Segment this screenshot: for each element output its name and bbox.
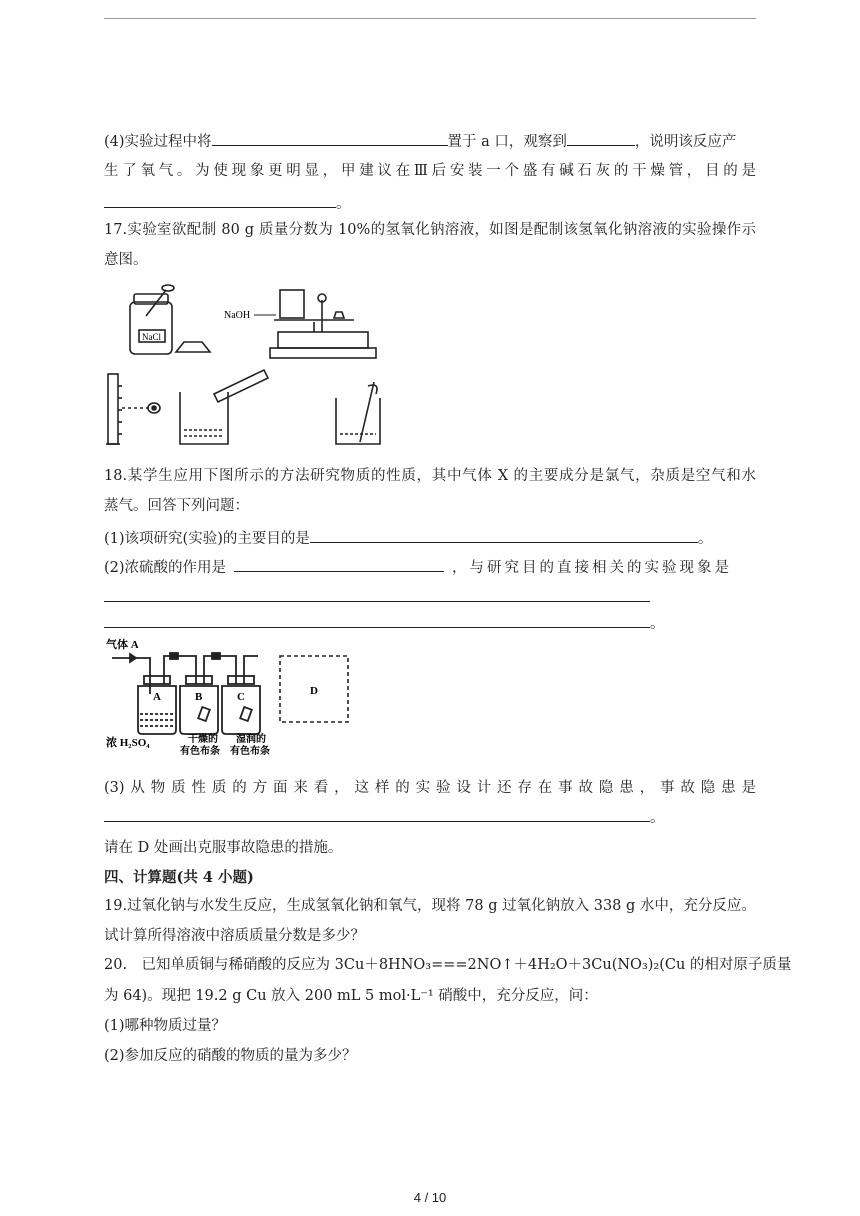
stopper-icon	[176, 342, 210, 352]
header-rule	[104, 18, 756, 19]
q17-line1: 17.实验室欲配制 80 g 质量分数为 10%的氢氧化钠溶液，如图是配制该氢氧化钠溶液的实验操作示	[104, 222, 756, 238]
q18-p2-text-a: (2)浓硫酸的作用是	[104, 560, 227, 576]
q18-p3-end: 。	[650, 810, 665, 826]
q18-p2-line2	[104, 586, 756, 608]
gas-label: 气体 A	[106, 639, 139, 651]
beaker-pour-icon	[180, 370, 268, 444]
q20-p2: (2)参加反应的硝酸的物质的量为多少？	[104, 1048, 357, 1064]
q16-p4-text-a: (4)实验过程中将	[104, 134, 212, 150]
q19-line2: 试计算所得溶液中溶质质量分数是多少？	[104, 928, 365, 944]
q18-p2	[104, 556, 756, 578]
page-number: 4 / 10	[413, 1190, 447, 1205]
q19-line1: 19.过氧化钠与水发生反应，生成氢氧化钠和氧气，现将 78 g 过氧化钠放入 338 g 水中，充分反应。	[104, 898, 756, 914]
q16-p4-line2: 生了氧气。为使现象更明显，甲建议在Ⅲ后安装一个盛有碱石灰的干燥管，目的是	[104, 163, 756, 179]
answer-blank[interactable]	[104, 192, 336, 208]
bottle-c-icon	[222, 676, 260, 734]
q16-p4-text-c: ，说明该反应产	[634, 134, 737, 150]
q18-p1-end: 。	[697, 531, 713, 547]
q18-p2-text-b: ，与研究目的直接相关的实验现象是	[452, 560, 733, 576]
q16-p4-line1	[104, 130, 756, 152]
naoh-label: NaOH	[224, 310, 251, 321]
q18-p1-text: (1)该项研究(实验)的主要目的是	[104, 531, 310, 547]
answer-blank[interactable]	[104, 586, 650, 602]
q18-p3-line2	[104, 806, 756, 828]
eye-icon	[148, 403, 160, 413]
q18-p3-line1: (3)从物质性质的方面来看，这样的实验设计还存在事故隐患，事故隐患是	[104, 780, 756, 796]
q16-p4-end: 。	[336, 196, 351, 212]
answer-blank[interactable]	[104, 612, 650, 628]
graduated-cylinder-icon	[106, 374, 148, 444]
wet-cloth-label-1: 湿润的	[236, 734, 266, 745]
answer-blank[interactable]	[212, 130, 448, 146]
answer-blank[interactable]	[104, 806, 650, 822]
beaker-stir-icon	[336, 382, 380, 444]
q18-p3-note: 请在 D 处画出克服事故隐患的措施。	[104, 840, 343, 856]
dry-cloth-label-1: 干燥的	[188, 734, 218, 745]
balance-icon	[270, 290, 376, 358]
nacl-jar-icon	[130, 285, 174, 354]
bottle-a-label: A	[153, 691, 161, 703]
bottle-b-label: B	[195, 691, 203, 703]
q16-p4-text-b: 置于 a 口，观察到	[447, 134, 567, 150]
q20-p1: (1)哪种物质过量？	[104, 1018, 227, 1034]
q20-line2: 为 64)。现把 19.2 g Cu 放入 200 mL 5 mol·L⁻¹ 硝酸中，充分反应，问：	[104, 988, 598, 1004]
dry-cloth-label-2: 有色布条	[180, 746, 220, 757]
bottle-c-label: C	[237, 691, 245, 703]
q17-figure	[104, 282, 404, 452]
acid-label: 浓 H₂SO₄	[106, 737, 150, 749]
q16-p4-line3	[104, 192, 756, 214]
bottle-b-icon	[180, 676, 218, 734]
section-heading: 四、计算题(共 4 小题)	[104, 869, 254, 886]
q20-line1: 20. 已知单质铜与稀硝酸的反应为 3Cu＋8HNO₃===2NO↑＋4H₂O＋3Cu(NO₃)₂(Cu 的相对原子质量	[104, 957, 792, 973]
answer-blank[interactable]	[567, 130, 635, 146]
bottle-a-icon	[138, 676, 176, 734]
q18-apparatus-figure	[104, 634, 354, 758]
q18-p1	[104, 527, 756, 549]
answer-blank[interactable]	[234, 556, 444, 572]
box-d-label: D	[310, 685, 318, 697]
q17-line2: 意图。	[104, 252, 148, 268]
q18-p2-end: 。	[650, 616, 665, 632]
q18-p2-line3	[104, 612, 756, 634]
q18-line2: 蒸气。回答下列问题：	[104, 498, 249, 514]
q18-line1: 18.某学生应用下图所示的方法研究物质的性质，其中气体 X 的主要成分是氯气，杂质是空气和水	[104, 468, 756, 484]
nacl-label: NaCl	[142, 332, 161, 342]
answer-blank[interactable]	[310, 527, 698, 543]
wet-cloth-label-2: 有色布条	[230, 746, 270, 757]
